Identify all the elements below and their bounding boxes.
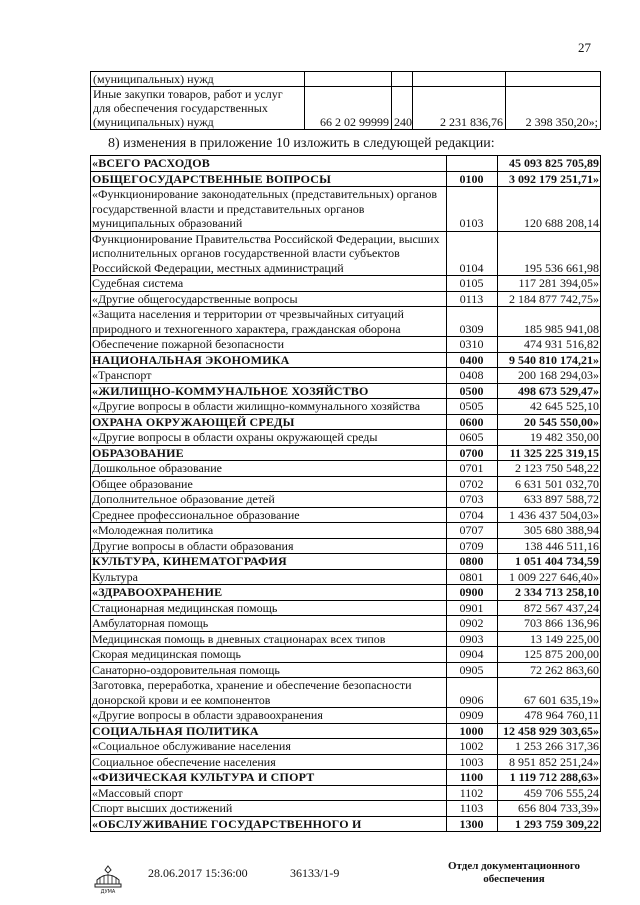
row-code: 1100 <box>447 770 498 786</box>
row-amount: 20 545 550,00» <box>498 414 601 430</box>
row-name: (муниципальных) нужд <box>91 72 305 87</box>
table-row <box>91 538 601 554</box>
row-amount: 872 567 437,24 <box>498 600 601 616</box>
table-row <box>91 352 601 368</box>
row-code: 0605 <box>447 430 498 446</box>
row-amount: 3 092 179 251,71» <box>498 171 601 187</box>
row-code: 0100 <box>447 171 498 187</box>
row-code <box>447 156 498 172</box>
row-code: 0408 <box>447 368 498 384</box>
table-row <box>91 156 601 172</box>
row-amount: 125 875 200,00 <box>498 647 601 663</box>
row-amount: 633 897 588,72 <box>498 492 601 508</box>
row-name: «Другие вопросы в области охраны окружающей среды <box>91 430 447 446</box>
table-row <box>91 414 601 430</box>
table-row <box>91 616 601 632</box>
row-amount: 138 446 511,16 <box>498 538 601 554</box>
table-row <box>91 754 601 770</box>
row-code: 0801 <box>447 569 498 585</box>
footer-department: Отдел документационного обеспечения <box>447 860 581 885</box>
row-name: «ЗДРАВООХРАНЕНИЕ <box>91 585 447 601</box>
row-amount: 1 436 437 504,03» <box>498 507 601 523</box>
row-name: «ЖИЛИЩНО-КОММУНАЛЬНОЕ ХОЗЯЙСТВО <box>91 383 447 399</box>
row-amount: 459 706 555,24 <box>498 785 601 801</box>
row-code: 0905 <box>447 662 498 678</box>
row-code: 0505 <box>447 399 498 415</box>
row-code: 1300 <box>447 816 498 832</box>
table-row <box>91 276 601 292</box>
footer-datetime: 28.06.2017 15:36:00 <box>148 866 248 880</box>
row-name: Социальное обеспечение населения <box>91 754 447 770</box>
table-row <box>91 430 601 446</box>
row-code: 0909 <box>447 708 498 724</box>
row-name: Общее образование <box>91 476 447 492</box>
table-row <box>91 600 601 616</box>
row-name: Среднее профессиональное образование <box>91 507 447 523</box>
table-row <box>91 231 601 276</box>
table-row <box>91 708 601 724</box>
row-amount: 9 540 810 174,21» <box>498 352 601 368</box>
row-amount: 478 964 760,11 <box>498 708 601 724</box>
duma-seal-icon <box>92 864 124 894</box>
table-row <box>91 337 601 353</box>
row-code: 0600 <box>447 414 498 430</box>
row-code: 1003 <box>447 754 498 770</box>
row-code: 1102 <box>447 785 498 801</box>
row-code: 0104 <box>447 231 498 276</box>
table-row <box>91 770 601 786</box>
table-row <box>91 647 601 663</box>
footer-doc-number: 36133/1-9 <box>290 866 340 880</box>
row-amount: 2 123 750 548,22 <box>498 461 601 477</box>
row-name: «ВСЕГО РАСХОДОВ <box>91 156 447 172</box>
table-row <box>91 399 601 415</box>
previous-appendix-table <box>90 71 601 130</box>
table-row <box>91 739 601 755</box>
row-name: НАЦИОНАЛЬНАЯ ЭКОНОМИКА <box>91 352 447 368</box>
row-name: Заготовка, переработка, хранение и обеспечение безопасности донорской крови и ее компонентов <box>91 678 447 708</box>
row-name: Иные закупки товаров, работ и услуг для обеспечения государственных (муниципальных) нужд <box>91 87 305 130</box>
row-sum-2: 2 398 350,20»; <box>506 87 601 130</box>
row-name: «Другие вопросы в области жилищно-коммунального хозяйства <box>91 399 447 415</box>
row-amount: 120 688 208,14 <box>498 187 601 232</box>
row-code: 0703 <box>447 492 498 508</box>
row-code: 0309 <box>447 307 498 337</box>
row-name: ОБРАЗОВАНИЕ <box>91 445 447 461</box>
row-amount: 72 262 863,60 <box>498 662 601 678</box>
row-amount: 42 645 525,10 <box>498 399 601 415</box>
table-row <box>91 816 601 832</box>
row-name: «Функционирование законодательных (представительных) органов государственной власти и представительных органов муниципальных образований <box>91 187 447 232</box>
row-name: Другие вопросы в области образования <box>91 538 447 554</box>
row-code: 0704 <box>447 507 498 523</box>
table-row <box>91 678 601 708</box>
table-row <box>91 445 601 461</box>
row-name: «Другие общегосударственные вопросы <box>91 291 447 307</box>
row-name: «ФИЗИЧЕСКАЯ КУЛЬТУРА И СПОРТ <box>91 770 447 786</box>
row-amount: 474 931 516,82 <box>498 337 601 353</box>
row-name: «Транспорт <box>91 368 447 384</box>
row-name: Функционирование Правительства Российской Федерации, высших исполнительных органов государственной власти субъектов Российской Федерации, местных администраций <box>91 231 447 276</box>
row-name: Спорт высших достижений <box>91 801 447 817</box>
row-code: 0903 <box>447 631 498 647</box>
table-row <box>91 569 601 585</box>
row-amount: 19 482 350,00 <box>498 430 601 446</box>
table-row <box>91 87 601 130</box>
row-amount: 498 673 529,47» <box>498 383 601 399</box>
seal-text: ДУМА <box>100 889 116 894</box>
table-row <box>91 368 601 384</box>
row-name: ОХРАНА ОКРУЖАЮЩЕЙ СРЕДЫ <box>91 414 447 430</box>
table-row <box>91 171 601 187</box>
row-vr: 240 <box>392 87 413 130</box>
row-name: «Молодежная политика <box>91 523 447 539</box>
row-amount: 117 281 394,05» <box>498 276 601 292</box>
page-number: 27 <box>578 40 591 55</box>
row-name: «Другие вопросы в области здравоохранения <box>91 708 447 724</box>
row-amount: 13 149 225,00 <box>498 631 601 647</box>
row-code: 0700 <box>447 445 498 461</box>
table-row <box>91 291 601 307</box>
table-row <box>91 785 601 801</box>
table-row <box>91 801 601 817</box>
row-amount: 2 334 713 258,10 <box>498 585 601 601</box>
table-row <box>91 507 601 523</box>
row-code: 0103 <box>447 187 498 232</box>
table-row <box>91 72 601 87</box>
table-row <box>91 554 601 570</box>
row-name: «ОБСЛУЖИВАНИЕ ГОСУДАРСТВЕННОГО И <box>91 816 447 832</box>
row-code: 0702 <box>447 476 498 492</box>
row-amount: 305 680 388,94 <box>498 523 601 539</box>
row-sum-1: 2 231 836,76 <box>413 87 506 130</box>
table-row <box>91 307 601 337</box>
amendment-intro: 8) изменения в приложение 10 изложить в следующей редакции: <box>108 136 495 151</box>
row-amount: 1 119 712 288,63» <box>498 770 601 786</box>
row-amount: 12 458 929 303,65» <box>498 723 601 739</box>
row-code: 0701 <box>447 461 498 477</box>
row-code: 0906 <box>447 678 498 708</box>
row-amount: 656 804 733,39» <box>498 801 601 817</box>
row-name: ОБЩЕГОСУДАРСТВЕННЫЕ ВОПРОСЫ <box>91 171 447 187</box>
table-row <box>91 662 601 678</box>
row-code: 0902 <box>447 616 498 632</box>
row-amount: 6 631 501 032,70 <box>498 476 601 492</box>
row-code: 0500 <box>447 383 498 399</box>
row-name: Дополнительное образование детей <box>91 492 447 508</box>
row-name: Обеспечение пожарной безопасности <box>91 337 447 353</box>
row-amount: 1 051 404 734,59 <box>498 554 601 570</box>
table-row <box>91 187 601 232</box>
table-row <box>91 523 601 539</box>
table-row <box>91 585 601 601</box>
table-row <box>91 461 601 477</box>
row-amount: 185 985 941,08 <box>498 307 601 337</box>
row-amount: 703 866 136,96 <box>498 616 601 632</box>
row-name: СОЦИАЛЬНАЯ ПОЛИТИКА <box>91 723 447 739</box>
row-name: «Массовый спорт <box>91 785 447 801</box>
row-name: «Социальное обслуживание населения <box>91 739 447 755</box>
row-amount: 2 184 877 742,75» <box>498 291 601 307</box>
row-amount: 195 536 661,98 <box>498 231 601 276</box>
row-code: 0310 <box>447 337 498 353</box>
row-name: «Защита населения и территории от чрезвычайных ситуаций природного и техногенного характера, гражданская оборона <box>91 307 447 337</box>
row-code: 0800 <box>447 554 498 570</box>
table-row <box>91 723 601 739</box>
row-name: КУЛЬТУРА, КИНЕМАТОГРАФИЯ <box>91 554 447 570</box>
row-amount: 1 253 266 317,36 <box>498 739 601 755</box>
row-amount: 200 168 294,03» <box>498 368 601 384</box>
row-code: 1002 <box>447 739 498 755</box>
row-code: 0113 <box>447 291 498 307</box>
row-name: Скорая медицинская помощь <box>91 647 447 663</box>
row-code: 1103 <box>447 801 498 817</box>
row-amount: 1 009 227 646,40» <box>498 569 601 585</box>
row-code: 0105 <box>447 276 498 292</box>
row-name: Судебная система <box>91 276 447 292</box>
table-row <box>91 631 601 647</box>
table-row <box>91 476 601 492</box>
row-name: Стационарная медицинская помощь <box>91 600 447 616</box>
row-code: 0709 <box>447 538 498 554</box>
table-row <box>91 383 601 399</box>
row-code: 0400 <box>447 352 498 368</box>
row-name: Амбулаторная помощь <box>91 616 447 632</box>
row-amount: 1 293 759 309,22 <box>498 816 601 832</box>
row-code: 0707 <box>447 523 498 539</box>
row-name: Санаторно-оздоровительная помощь <box>91 662 447 678</box>
appendix-10-table <box>90 155 601 832</box>
row-amount: 11 325 225 319,15 <box>498 445 601 461</box>
row-name: Медицинская помощь в дневных стационарах всех типов <box>91 631 447 647</box>
row-amount: 67 601 635,19» <box>498 678 601 708</box>
row-code: 66 2 02 99999 <box>305 87 392 130</box>
row-code: 0901 <box>447 600 498 616</box>
row-code: 1000 <box>447 723 498 739</box>
table-row <box>91 492 601 508</box>
row-name: Культура <box>91 569 447 585</box>
row-code: 0900 <box>447 585 498 601</box>
row-amount: 8 951 852 251,24» <box>498 754 601 770</box>
row-code: 0904 <box>447 647 498 663</box>
row-amount: 45 093 825 705,89 <box>498 156 601 172</box>
row-name: Дошкольное образование <box>91 461 447 477</box>
